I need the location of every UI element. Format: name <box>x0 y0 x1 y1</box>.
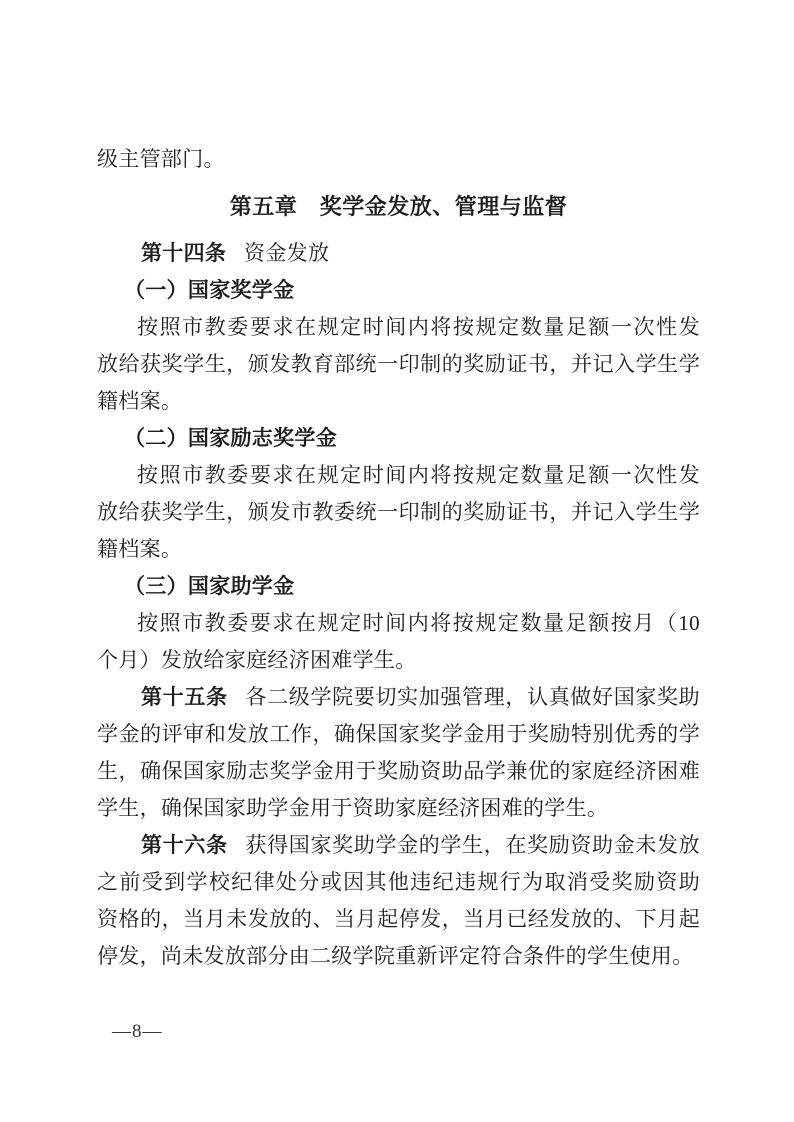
article-15-number: 第十五条 <box>141 685 228 709</box>
paragraph-line: 生，确保国家励志奖学金用于奖励资助品学兼优的家庭经济困难 <box>97 759 700 783</box>
paragraph-line: 个月）发放给家庭经济困难学生。 <box>97 648 417 672</box>
page-number: —8— <box>112 1021 163 1042</box>
paragraph-line: 籍档案。 <box>97 389 183 413</box>
article-15-text: 各二级学院要切实加强管理，认真做好国家奖助 <box>245 685 700 709</box>
paragraph-line: 学生，确保国家助学金用于资助家庭经济困难的学生。 <box>97 796 609 820</box>
document-body <box>97 0 700 975</box>
paragraph-line: 籍档案。 <box>97 537 183 561</box>
paragraph-line: 之前受到学校纪律处分或因其他违纪违规行为取消受奖励资助 <box>97 870 700 894</box>
paragraph-line: 资格的，当月未发放的、当月起停发，当月已经发放的、下月起 <box>97 907 700 931</box>
paragraph-line: 停发，尚未发放部分由二级学院重新评定符合条件的学生使用。 <box>97 944 694 968</box>
item-2-heading: （二）国家励志奖学金 <box>124 426 337 450</box>
paragraph-line: 按照市教委要求在规定时间内将按规定数量足额一次性发 <box>137 463 700 487</box>
paragraph-line: 按照市教委要求在规定时间内将按规定数量足额一次性发 <box>137 315 700 339</box>
article-14-title: 资金发放 <box>244 241 330 265</box>
article-14-number: 第十四条 <box>141 241 227 265</box>
chapter-heading: 第五章 奖学金发放、管理与监督 <box>229 194 568 219</box>
paragraph-line: 学金的评审和发放工作，确保国家奖学金用于奖励特别优秀的学 <box>97 722 700 746</box>
paragraph-line: 按照市教委要求在规定时间内将按规定数量足额按月（10 <box>137 611 700 635</box>
article-16-line <box>97 827 700 864</box>
article-14-heading <box>97 235 700 272</box>
item-3-heading: （三）国家助学金 <box>124 574 295 598</box>
article-16-text: 获得国家奖助学金的学生，在奖励资助金未发放 <box>245 833 700 857</box>
item-1-heading: （一）国家奖学金 <box>124 278 295 302</box>
paragraph-line: 放给获奖学生，颁发市教委统一印制的奖励证书，并记入学生学 <box>97 500 700 524</box>
article-16-number: 第十六条 <box>141 833 228 857</box>
paragraph-line: 放给获奖学生，颁发教育部统一印制的奖励证书，并记入学生学 <box>97 352 700 376</box>
continuation-text: 级主管部门。 <box>97 147 225 171</box>
article-15-line <box>97 679 700 716</box>
